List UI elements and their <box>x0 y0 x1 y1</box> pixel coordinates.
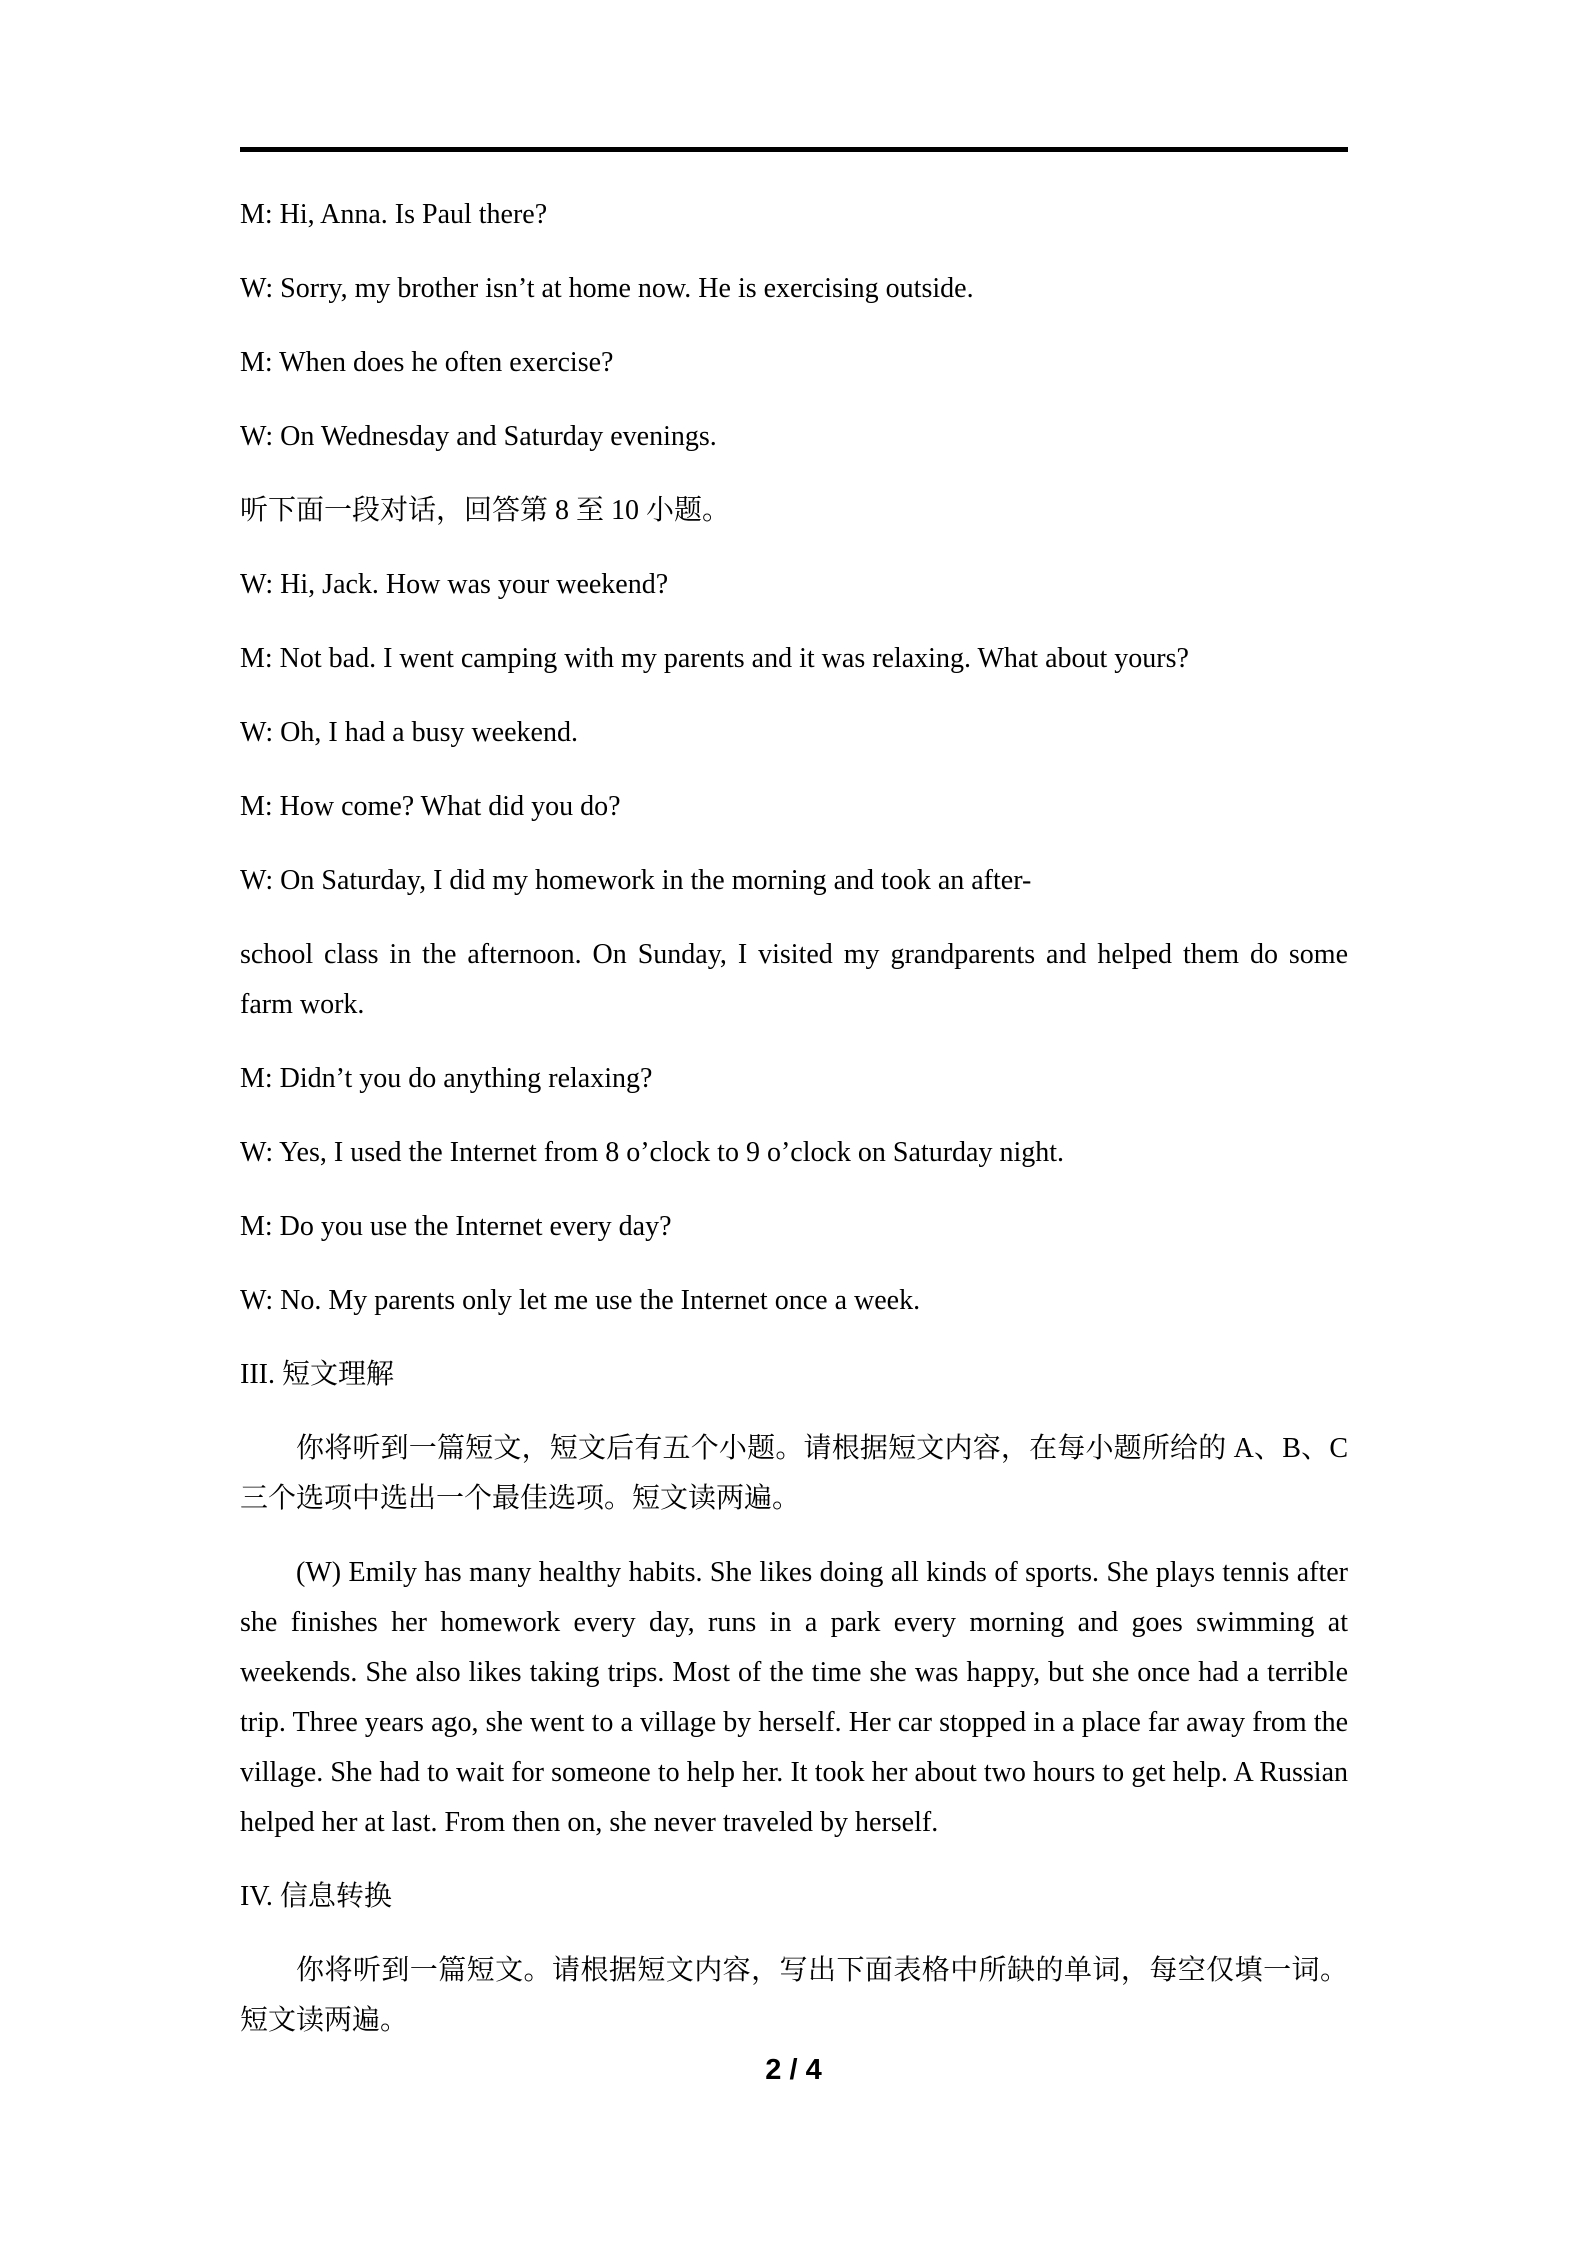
section-heading-4: IV. 信息转换 <box>240 1881 392 1912</box>
listening-passage: (W) Emily has many healthy habits. She likes doing all kinds of sports. She plays tennis after she finishes her homework every day, runs in a park every morning and goes swimming at weekends. She also likes taking trips. Most of the time she was happy, but she once had a terrible trip. Three years ago, she went to a village by herself. Her car stopped in a place far away from the village. She had to wait for someone to help her. It took her about two hours to get help. A Russian helped her at last. From then on, she never traveled by herself. <box>240 1557 1348 1838</box>
section-3-instruction: 你将听到一篇短文，短文后有五个小题。请根据短文内容，在每小题所给的 A、B、C 三个选项中选出一个最佳选项。短文读两遍。 <box>240 1433 1348 1514</box>
dialogue-line: W: Sorry, my brother isn’t at home now. He is exercising outside. <box>240 273 974 304</box>
section-4-instruction: 你将听到一篇短文。请根据短文内容，写出下面表格中所缺的单词，每空仅填一词。短文读两遍。 <box>240 1955 1348 2036</box>
dialogue-line: W: Hi, Jack. How was your weekend? <box>240 569 669 600</box>
dialogue-line: M: Do you use the Internet every day? <box>240 1211 672 1242</box>
dialogue-line: M: Didn’t you do anything relaxing? <box>240 1063 653 1094</box>
dialogue-line: W: On Saturday, I did my homework in the morning and took an after- <box>240 865 1032 896</box>
dialogue-line: M: Not bad. I went camping with my parents and it was relaxing. What about yours? <box>240 643 1189 674</box>
dialogue-line: W: Yes, I used the Internet from 8 o’clock to 9 o’clock on Saturday night. <box>240 1137 1065 1168</box>
page-number: 2 / 4 <box>765 2054 822 2086</box>
listening-instruction: 听下面一段对话，回答第 8 至 10 小题。 <box>240 495 731 526</box>
dialogue-line: M: How come? What did you do? <box>240 791 621 822</box>
dialogue-line: W: Oh, I had a busy weekend. <box>240 717 578 748</box>
dialogue-continuation: school class in the afternoon. On Sunday, I visited my grandparents and helped them do some farm work. <box>240 939 1348 1020</box>
section-heading-3: III. 短文理解 <box>240 1359 394 1390</box>
dialogue-line: M: When does he often exercise? <box>240 347 614 378</box>
dialogue-line: W: No. My parents only let me use the Internet once a week. <box>240 1285 921 1316</box>
dialogue-line: M: Hi, Anna. Is Paul there? <box>240 199 548 230</box>
header-divider-rule <box>240 147 1348 152</box>
transcript-content <box>240 190 1348 2070</box>
dialogue-line: W: On Wednesday and Saturday evenings. <box>240 421 717 452</box>
